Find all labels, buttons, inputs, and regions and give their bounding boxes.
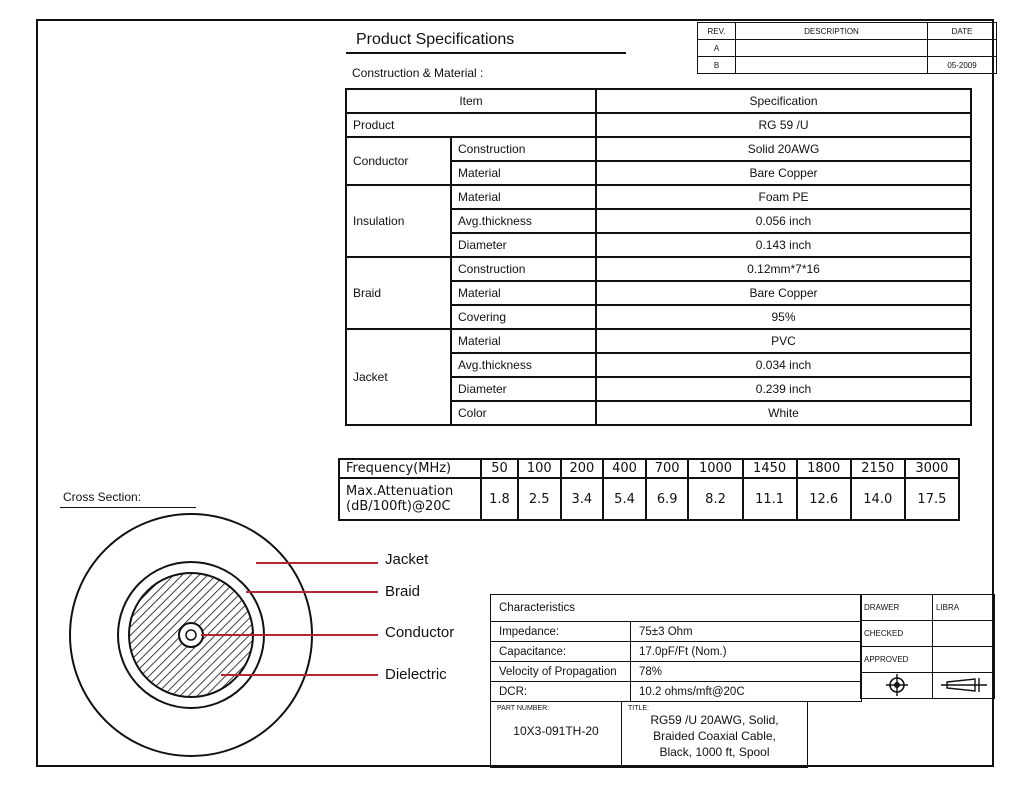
checked-value bbox=[933, 621, 995, 647]
checked-label: CHECKED bbox=[861, 621, 933, 647]
product-value: RG 59 /U bbox=[596, 113, 971, 137]
product-label: Product bbox=[346, 113, 596, 137]
signoff-table bbox=[860, 594, 995, 699]
drawer-label: DRAWER bbox=[861, 595, 933, 621]
char-value: 10.2 ohms/mft@20C bbox=[631, 682, 862, 702]
spec-row-label: Construction bbox=[451, 257, 596, 281]
item-header: Item bbox=[346, 89, 596, 113]
characteristics-table bbox=[490, 594, 862, 702]
drawer-value: LIBRA bbox=[933, 595, 995, 621]
char-value: 75±3 Ohm bbox=[631, 622, 862, 642]
group-conductor: Conductor bbox=[346, 137, 451, 185]
spec-table bbox=[345, 88, 972, 426]
char-value: 17.0pF/Ft (Nom.) bbox=[631, 642, 862, 662]
frequency-cell: 400 bbox=[603, 459, 646, 478]
rev-a: A bbox=[698, 40, 736, 57]
spec-row-label: Construction bbox=[451, 137, 596, 161]
title-line-2: Braided Coaxial Cable, bbox=[653, 729, 776, 743]
part-number: 10X3-091TH-20 bbox=[513, 724, 599, 738]
attenuation-cell: 11.1 bbox=[743, 478, 797, 520]
group-jacket: Jacket bbox=[346, 329, 451, 425]
spec-row-value: White bbox=[596, 401, 971, 425]
callout-conductor: Conductor bbox=[385, 624, 455, 641]
rev-b: B bbox=[698, 57, 736, 74]
attenuation-label-line2: (dB/100ft)@20C bbox=[346, 499, 451, 514]
spec-row-label: Material bbox=[451, 161, 596, 185]
callout-dielectric: Dielectric bbox=[385, 666, 447, 683]
approved-label: APPROVED bbox=[861, 647, 933, 673]
char-label: Impedance: bbox=[491, 622, 631, 642]
spec-row-label: Avg.thickness bbox=[451, 353, 596, 377]
specification-header: Specification bbox=[596, 89, 971, 113]
attenuation-cell: 14.0 bbox=[851, 478, 905, 520]
crosshair-icon bbox=[861, 673, 933, 699]
title-line-3: Black, 1000 ft, Spool bbox=[659, 745, 770, 759]
rev-b-description bbox=[736, 57, 928, 74]
spec-row-value: 0.034 inch bbox=[596, 353, 971, 377]
attenuation-cell: 3.4 bbox=[561, 478, 604, 520]
char-label: Capacitance: bbox=[491, 642, 631, 662]
spec-row-value: PVC bbox=[596, 329, 971, 353]
group-insulation: Insulation bbox=[346, 185, 451, 257]
description-header: DESCRIPTION bbox=[736, 23, 928, 40]
attenuation-cell: 12.6 bbox=[797, 478, 851, 520]
attenuation-label-line1: Max.Attenuation bbox=[346, 484, 454, 499]
frequency-cell: 2150 bbox=[851, 459, 905, 478]
cross-section-diagram bbox=[60, 510, 480, 775]
title-line-1: RG59 /U 20AWG, Solid, bbox=[650, 713, 779, 727]
part-table bbox=[490, 701, 808, 768]
rev-a-description bbox=[736, 40, 928, 57]
spec-row-value: 0.239 inch bbox=[596, 377, 971, 401]
spec-row-value: Bare Copper bbox=[596, 281, 971, 305]
date-header: DATE bbox=[928, 23, 997, 40]
title-underline bbox=[346, 52, 626, 54]
part-number-cell bbox=[491, 702, 622, 768]
frequency-label: Frequency(MHz) bbox=[339, 459, 481, 478]
frequency-cell: 1450 bbox=[743, 459, 797, 478]
char-label: DCR: bbox=[491, 682, 631, 702]
callout-jacket: Jacket bbox=[385, 551, 429, 568]
part-title-cell bbox=[622, 702, 808, 768]
characteristics-title: Characteristics bbox=[491, 595, 862, 622]
approved-value bbox=[933, 647, 995, 673]
attenuation-cell: 8.2 bbox=[688, 478, 742, 520]
spec-row-label: Avg.thickness bbox=[451, 209, 596, 233]
spec-row-label: Color bbox=[451, 401, 596, 425]
spec-row-value: 0.143 inch bbox=[596, 233, 971, 257]
cross-section-label: Cross Section: bbox=[63, 490, 142, 504]
attenuation-cell: 5.4 bbox=[603, 478, 646, 520]
spec-row-value: 0.056 inch bbox=[596, 209, 971, 233]
attenuation-cell: 6.9 bbox=[646, 478, 689, 520]
rev-b-date: 05-2009 bbox=[928, 57, 997, 74]
attenuation-cell: 17.5 bbox=[905, 478, 959, 520]
spec-row-label: Material bbox=[451, 281, 596, 305]
spec-row-label: Diameter bbox=[451, 377, 596, 401]
spec-row-label: Covering bbox=[451, 305, 596, 329]
revision-table bbox=[697, 22, 997, 74]
spec-row-value: Solid 20AWG bbox=[596, 137, 971, 161]
callout-braid: Braid bbox=[385, 583, 421, 600]
frequency-cell: 100 bbox=[518, 459, 561, 478]
section-subtitle: Construction & Material : bbox=[352, 66, 484, 80]
frequency-cell: 700 bbox=[646, 459, 689, 478]
frequency-cell: 50 bbox=[481, 459, 518, 478]
char-label: Velocity of Propagation bbox=[491, 662, 631, 682]
attenuation-cell: 2.5 bbox=[518, 478, 561, 520]
page-title: Product Specifications bbox=[356, 31, 515, 48]
frequency-cell: 1000 bbox=[688, 459, 742, 478]
rev-a-date bbox=[928, 40, 997, 57]
conductor-core bbox=[186, 630, 196, 640]
spec-row-label: Diameter bbox=[451, 233, 596, 257]
char-value: 78% bbox=[631, 662, 862, 682]
title-label: TITLE: bbox=[628, 705, 650, 712]
rev-header: REV. bbox=[698, 23, 736, 40]
spec-row-value: 0.12mm*7*16 bbox=[596, 257, 971, 281]
cross-section-underline bbox=[60, 507, 196, 508]
frequency-cell: 3000 bbox=[905, 459, 959, 478]
spec-row-value: Bare Copper bbox=[596, 161, 971, 185]
frequency-cell: 1800 bbox=[797, 459, 851, 478]
frequency-cell: 200 bbox=[561, 459, 604, 478]
part-number-label: PART NUMBER: bbox=[497, 705, 550, 712]
attenuation-cell: 1.8 bbox=[481, 478, 518, 520]
spec-row-label: Material bbox=[451, 185, 596, 209]
spec-row-value: Foam PE bbox=[596, 185, 971, 209]
spec-row-label: Material bbox=[451, 329, 596, 353]
group-braid: Braid bbox=[346, 257, 451, 329]
taper-projection-icon bbox=[933, 673, 995, 699]
spec-row-value: 95% bbox=[596, 305, 971, 329]
